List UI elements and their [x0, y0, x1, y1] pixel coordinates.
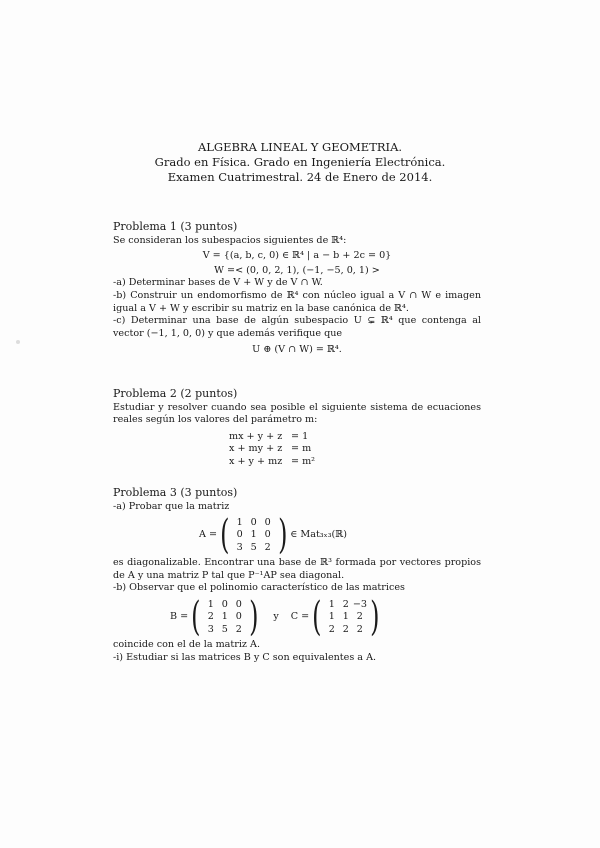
problem-3-part-i: -i) Estudiar si las matrices B y C son equivalentes a A.	[113, 651, 377, 663]
matrix-B: ( 1 0 0 2 1 0 3 5 2 )	[191, 593, 259, 640]
matrices-BC-row	[170, 593, 481, 640]
scan-speck	[16, 340, 20, 344]
problem-2	[113, 388, 481, 468]
problem-3-title: Problema 3 (3 puntos)	[113, 486, 238, 499]
problem-1-title: Problema 1 (3 puntos)	[113, 220, 238, 233]
problem-3-coincide: coincide con el de la matriz A.	[113, 638, 260, 650]
matrix-A-suffix: ∈ Mat₃ₓ₃(ℝ)	[290, 528, 348, 540]
equation-U: U ⊕ (V ∩ W) = ℝ⁴.	[252, 344, 342, 356]
matrix-A-row	[199, 512, 481, 559]
exam-date-line: Examen Cuatrimestral. 24 de Enero de 2014.	[167, 170, 433, 184]
problem-1-part-c: -c) Determinar una base de algún subespacio U ⊊ ℝ⁴ que contenga al vector (−1, 1, 0, 0) y que además verifique que	[113, 315, 481, 339]
exam-header	[0, 140, 600, 185]
system-row: x + my + z = m	[229, 443, 312, 455]
problem-1	[113, 221, 481, 357]
conjunction-y: y	[273, 610, 279, 622]
system-row: x + y + mz = m²	[229, 455, 316, 467]
problem-2-title: Problema 2 (2 puntos)	[113, 387, 238, 400]
matrix-C-label: C =	[290, 610, 310, 622]
problem-3-part-b: -b) Observar que el polinomio característico de las matrices	[113, 582, 405, 594]
matrix-A-label: A =	[199, 528, 218, 540]
system-row: mx + y + z = 1	[229, 430, 309, 442]
problem-3	[113, 487, 481, 664]
equation-W: W =< (0, 0, 2, 1), (−1, −5, 0, 1) >	[214, 264, 380, 276]
degree-line: Grado en Física. Grado en Ingeniería Electrónica.	[154, 155, 446, 169]
problem-3-part-a: -a) Probar que la matriz	[113, 500, 230, 512]
problem-2-intro: Estudiar y resolver cuando sea posible el siguiente sistema de ecuaciones reales según los valores del parámetro m:	[113, 401, 481, 426]
problem-3-diag-text: es diagonalizable. Encontrar una base de ℝ³ formada por vectores propios de A y una matriz P tal que P⁻¹AP sea diagonal.	[113, 557, 481, 581]
matrix-A: ( 1 0 0 0 1 0 3 5 2 )	[220, 512, 288, 559]
equation-V: V = {(a, b, c, 0) ∈ ℝ⁴ | a − b + 2c = 0}	[202, 250, 392, 262]
problem-1-intro: Se consideran los subespacios siguientes de ℝ⁴:	[113, 234, 347, 246]
problem-1-part-a: -a) Determinar bases de V + W y de V ∩ W.	[113, 277, 323, 289]
course-title: ALGEBRA LINEAL Y GEOMETRIA.	[197, 140, 403, 154]
matrix-B-label: B =	[170, 610, 189, 622]
matrix-C: ( 1 2 −3 1 1 2 2 2 2 )	[312, 593, 380, 640]
equation-system	[229, 431, 481, 469]
problem-1-part-b: -b) Construir un endomorfismo de ℝ⁴ con núcleo igual a V ∩ W e imagen igual a V + W y escribir su matriz en la base canónica de ℝ⁴.	[113, 289, 481, 314]
